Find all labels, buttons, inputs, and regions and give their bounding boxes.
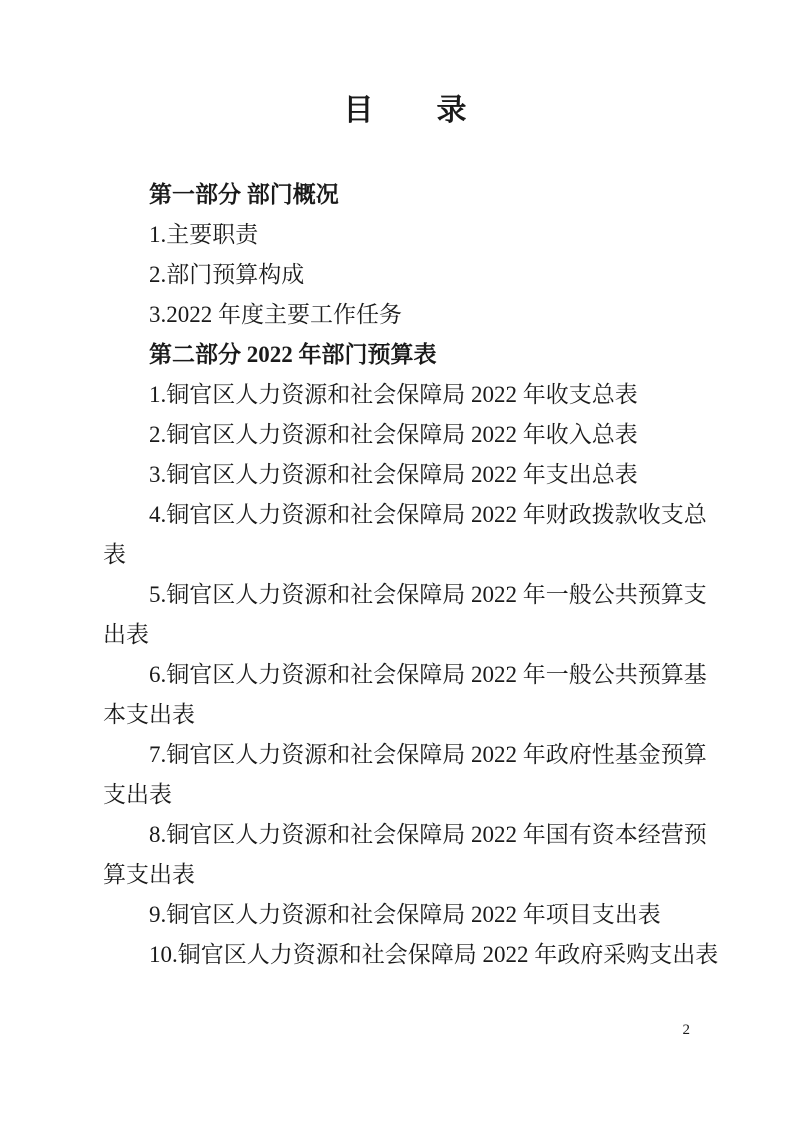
toc-item: 2.部门预算构成: [149, 262, 305, 287]
toc-item: 2.铜官区人力资源和社会保障局 2022 年收入总表: [149, 422, 638, 447]
toc-section-heading-1: 第一部分 部门概况: [149, 182, 339, 207]
toc-item: 10.铜官区人力资源和社会保障局 2022 年政府采购支出表: [149, 942, 719, 967]
toc-item-continuation: 表: [103, 542, 126, 567]
page-number: 2: [682, 1022, 690, 1038]
toc-item-continuation: 算支出表: [103, 862, 195, 887]
toc-item: 1.铜官区人力资源和社会保障局 2022 年收支总表: [149, 382, 638, 407]
toc-item: 1.主要职责: [149, 222, 259, 247]
toc-item-continuation: 本支出表: [103, 702, 195, 727]
document-title: 目 录: [343, 94, 468, 127]
toc-item: 4.铜官区人力资源和社会保障局 2022 年财政拨款收支总: [149, 502, 707, 527]
toc-item: 3.2022 年度主要工作任务: [149, 302, 402, 327]
toc-item: 3.铜官区人力资源和社会保障局 2022 年支出总表: [149, 462, 638, 487]
toc-item-continuation: 支出表: [103, 782, 172, 807]
toc-item: 8.铜官区人力资源和社会保障局 2022 年国有资本经营预: [149, 822, 707, 847]
toc-item: 6.铜官区人力资源和社会保障局 2022 年一般公共预算基: [149, 662, 707, 687]
toc-item: 9.铜官区人力资源和社会保障局 2022 年项目支出表: [149, 902, 661, 927]
toc-section-heading-2: 第二部分 2022 年部门预算表: [149, 342, 437, 367]
toc-item-continuation: 出表: [103, 622, 149, 647]
page-content: [103, 0, 719, 975]
toc-item: 5.铜官区人力资源和社会保障局 2022 年一般公共预算支: [149, 582, 707, 607]
toc-item: 7.铜官区人力资源和社会保障局 2022 年政府性基金预算: [149, 742, 707, 767]
table-of-contents: [103, 175, 719, 975]
